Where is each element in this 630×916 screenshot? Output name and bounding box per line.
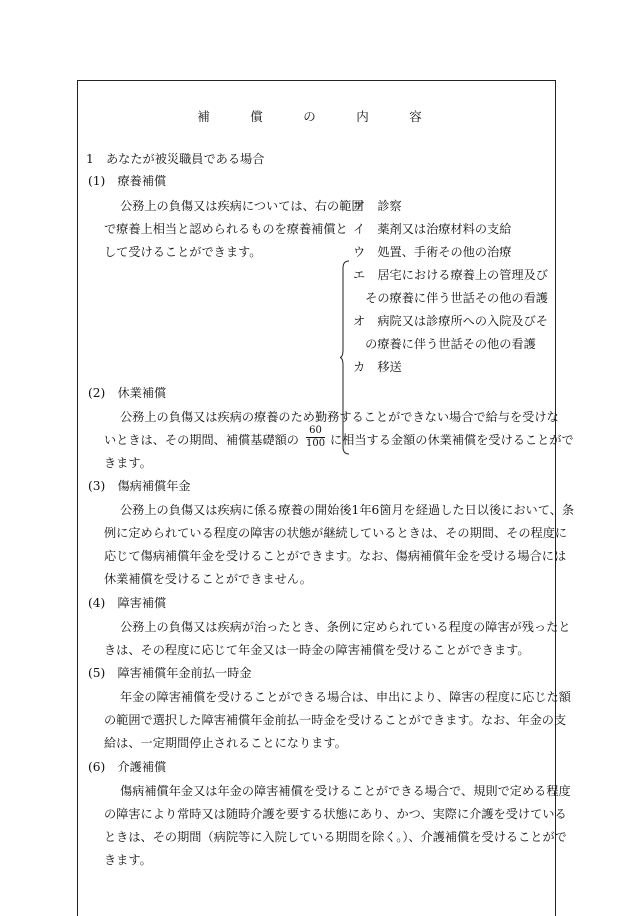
item-6-line: きます。 [104, 853, 152, 867]
item-5-heading: (5) 障害補償年金前払一時金 [88, 666, 252, 680]
item-3-line: 休業補償を受けることができません。 [104, 572, 312, 586]
list-item: ウ 処置、手術その他の治療 [353, 245, 512, 259]
item-5-line: 給は、一定期間停止されることになります。 [104, 736, 347, 750]
item-1-line: で療養上相当と認められるものを療養補償と [104, 222, 348, 236]
item-3-line: 例に定められている程度の障害の状態が継続しているときは、その期間、その程度に [104, 526, 568, 540]
list-item: その療養に伴う世話その他の看護 [353, 291, 548, 305]
list-item: の療養に伴う世話その他の看護 [353, 337, 536, 351]
item-6-heading: (6) 介護補償 [88, 760, 167, 774]
item-1-heading: (1) 療養補償 [88, 174, 167, 188]
content-frame [77, 80, 575, 916]
item-6-line: 傷病補償年金又は年金の障害補償を受けることができる場合で、規則で定める程度 [120, 784, 571, 798]
page-title: 補 償 の 内 容 [197, 109, 436, 124]
item-5-line: 年金の障害補償を受けることができる場合は、申出により、障害の程度に応じた額 [120, 690, 571, 704]
fraction-numerator: 60 [306, 425, 325, 438]
item-3-line: 応じて傷病補償年金を受けることができます。なお、傷病補償年金を受ける場合には [104, 549, 567, 563]
item-2-line: いときは、その期間、補償基礎額の [104, 433, 299, 447]
item-2-line: に相当する金額の休業補償を受けることがで [330, 433, 574, 447]
item-2-line: 公務上の負傷又は疾病の療養のため勤務することができない場合で給与を受けな [120, 410, 559, 424]
list-item: オ 病院又は診療所への入院及びそ [353, 314, 548, 328]
item-6-line: の障害により常時又は随時介護を要する状態にあり、かつ、実際に介護を受けている [104, 807, 567, 821]
item-3-line: 公務上の負傷又は疾病に係る療養の開始後1年6箇月を経過した日以後において、条 [120, 503, 575, 517]
list-item: カ 移送 [353, 360, 402, 374]
item-1-line: して受けることができます。 [104, 245, 262, 259]
list-item: エ 居宅における療養上の管理及び [353, 268, 548, 282]
item-4-line: きは、その程度に応じて年金又は一時金の障害補償を受けることができます。 [104, 643, 530, 657]
section-heading: 1 あなたが被災職員である場合 [86, 152, 265, 166]
list-item: イ 薬剤又は治療材料の支給 [353, 222, 512, 236]
item-5-line: の範囲で選択した障害補償年金前払一時金を受けることができます。なお、年金の支 [104, 713, 567, 727]
item-1-line: 公務上の負傷又は疾病については、右の範囲 [120, 199, 364, 213]
item-4-line: 公務上の負傷又は疾病が治ったとき、条例に定められている程度の障害が残ったと [120, 620, 571, 634]
item-4-heading: (4) 障害補償 [88, 596, 167, 610]
list-item: ア 診察 [353, 199, 402, 213]
item-3-heading: (3) 傷病補償年金 [88, 479, 191, 493]
item-2-line: きます。 [104, 456, 152, 470]
item-6-line: ときは、その期間（病院等に入院している期間を除く。）、介護補償を受けることがで [104, 830, 567, 844]
fraction-denominator: 100 [306, 438, 326, 449]
fraction [306, 425, 325, 450]
item-2-heading: (2) 休業補償 [88, 386, 167, 400]
brace-icon [340, 260, 350, 455]
